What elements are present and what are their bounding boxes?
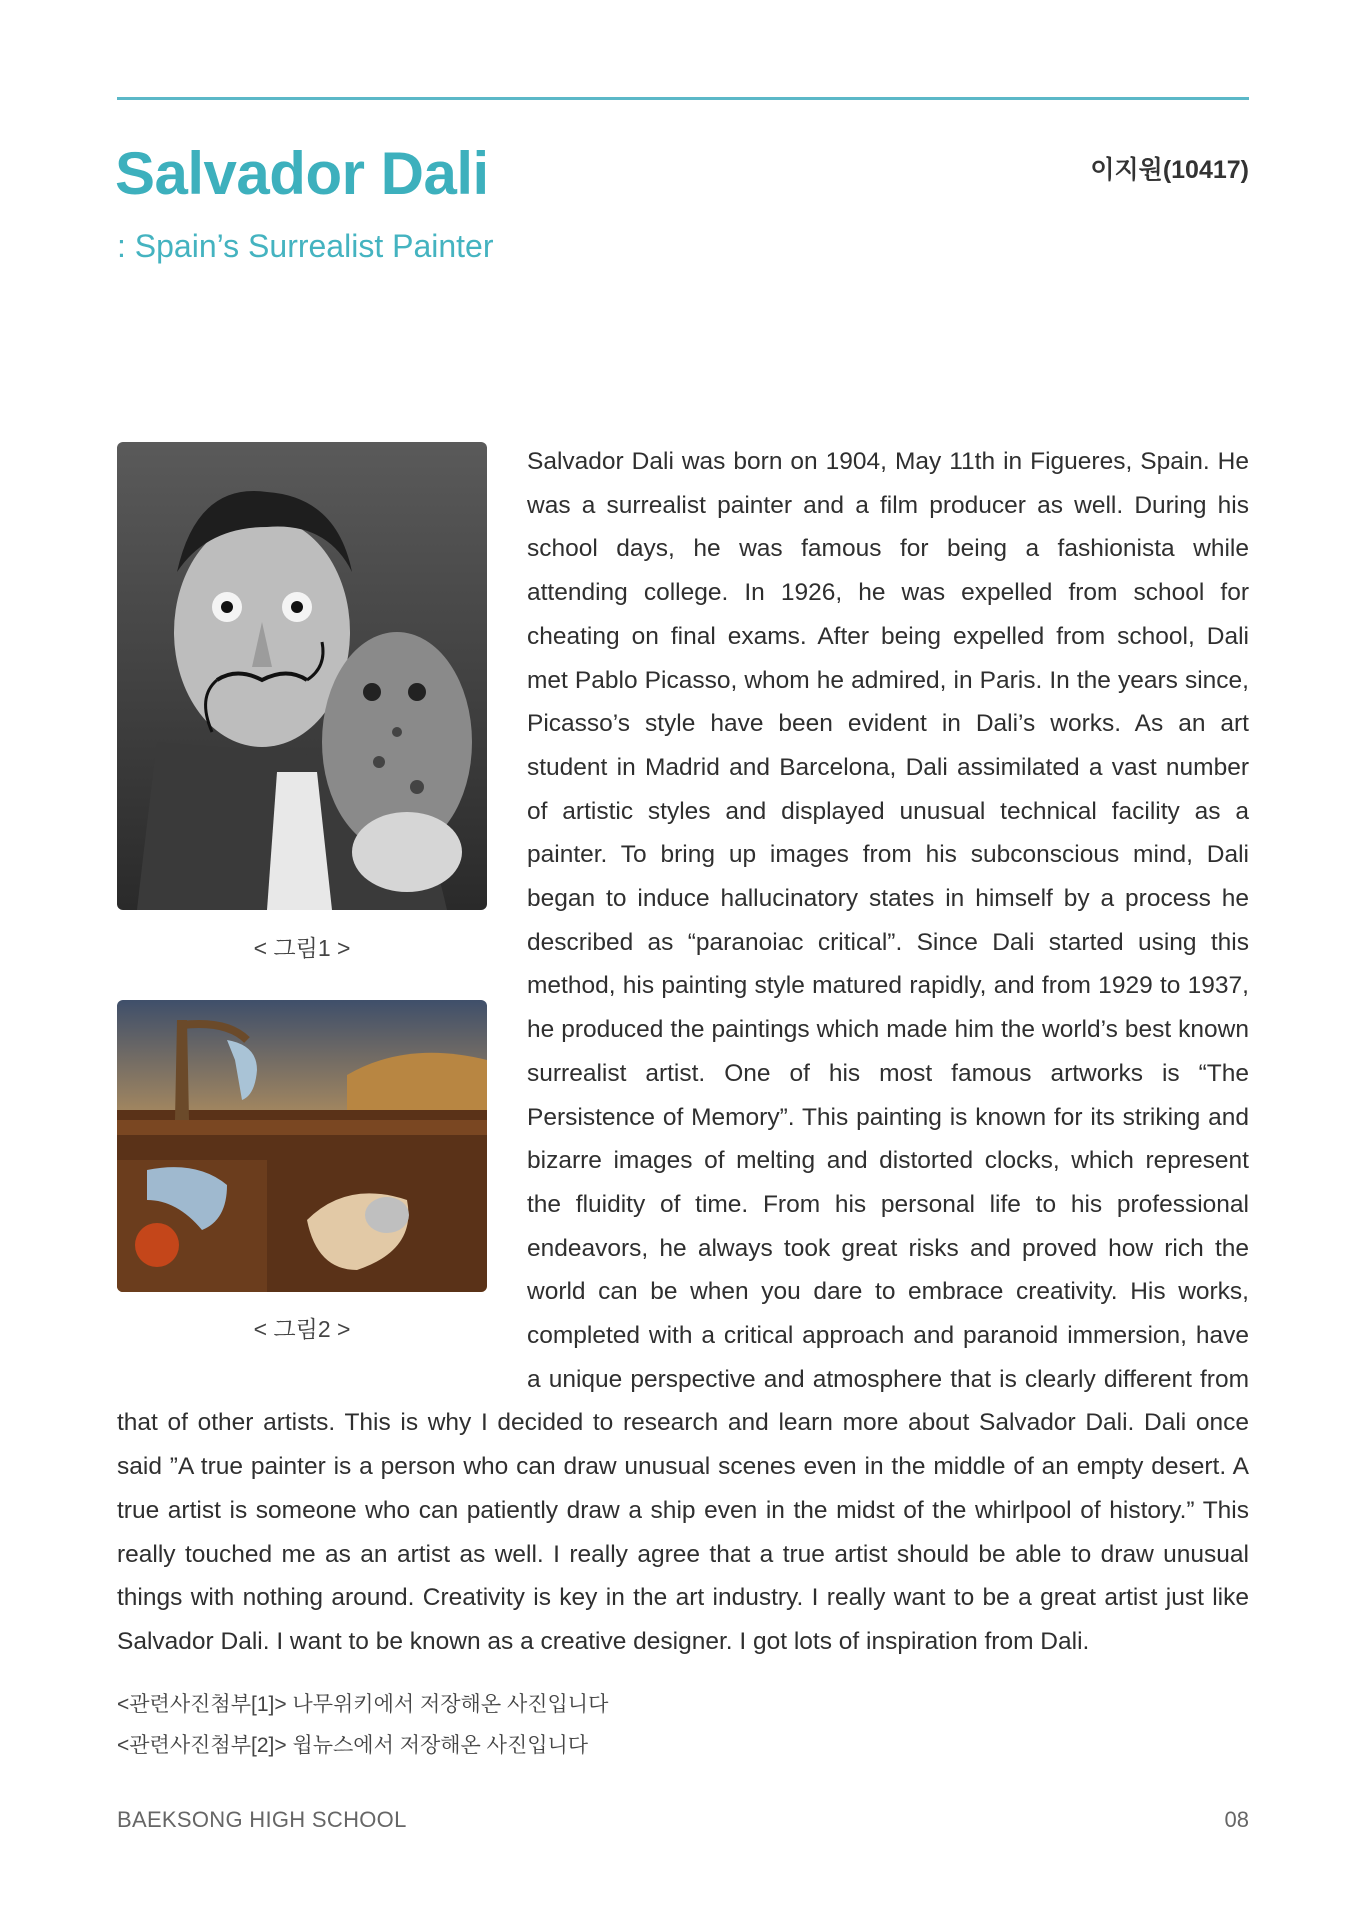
header-rule bbox=[117, 97, 1249, 100]
footer-page-number: 08 bbox=[1224, 1807, 1249, 1832]
article-body-text: Salvador Dali was born on 1904, May 11th in Figueres, Spain. He was a surrealist painter and a film producer as well. During his school days, he was famous for being a fashionista while attending college. In 1926, he was expelled from school for cheating on final exams. After being expelled from school, Dali met Pablo Picasso, whom he admired, in Paris. In the years since, Picasso’s style have been evident in Dali’s works. As an art student in Madrid and Barcelona, Dali assimilated a vast number of artistic styles and displayed unusual technical facility as a painter. To bring up images from his subconscious mind, Dali began to induce hallucinatory states in himself by a process he described as “paranoiac critical”. Since Dali started using this method, his painting style matured rapidly, and from 1929 to 1937, he produced the paintings which made him the world’s best known surrealist artist. One of his most famous artworks is “The Persistence of Memory”. This painting is known for its striking and bizarre images of melting and distorted clocks, which represent the fluidity of time. From his personal life to his professional endeavors, he always took great risks and proved how rich the world can be when you dare to embrace creativity. His works, completed with a critical approach and paranoid immersion, have a unique perspective and atmosphere that is clearly different from that of other artists. This is why I decided to research and learn more about Salvador Dali. Dali once said ”A true painter is a person who can draw unusual scenes even in the middle of an empty desert. A true artist is someone who can patiently draw a ship even in the midst of the whirlpool of history.” This really touched me as an artist as well. I really agree that a true artist should be able to draw unusual things with nothing around. Creativity is key in the art industry. I really want to be a great artist just like Salvador Dali. I want to be known as a creative designer. I got lots of inspiration from Dali. bbox=[117, 448, 1249, 1655]
reference-note-2: <관련사진첨부[2]> 윕뉴스에서 저장해온 사진입니다 bbox=[117, 1734, 589, 1757]
page-subtitle: : Spain’s Surrealist Painter bbox=[117, 228, 494, 264]
article-body bbox=[117, 440, 1249, 1664]
figure-caption-1: < 그림1 > bbox=[253, 935, 351, 961]
author-name: 이지원(10417) bbox=[1090, 156, 1249, 184]
reference-note-1: <관련사진첨부[1]> 나무위키에서 저장해온 사진입니다 bbox=[117, 1693, 609, 1716]
figure-caption-2: < 그림2 > bbox=[253, 1316, 351, 1342]
image-column-spacer bbox=[117, 440, 527, 1358]
page-title: Salvador Dali bbox=[115, 140, 489, 207]
reference-notes bbox=[117, 1684, 608, 1766]
footer-school-name: BAEKSONG HIGH SCHOOL bbox=[117, 1807, 407, 1832]
